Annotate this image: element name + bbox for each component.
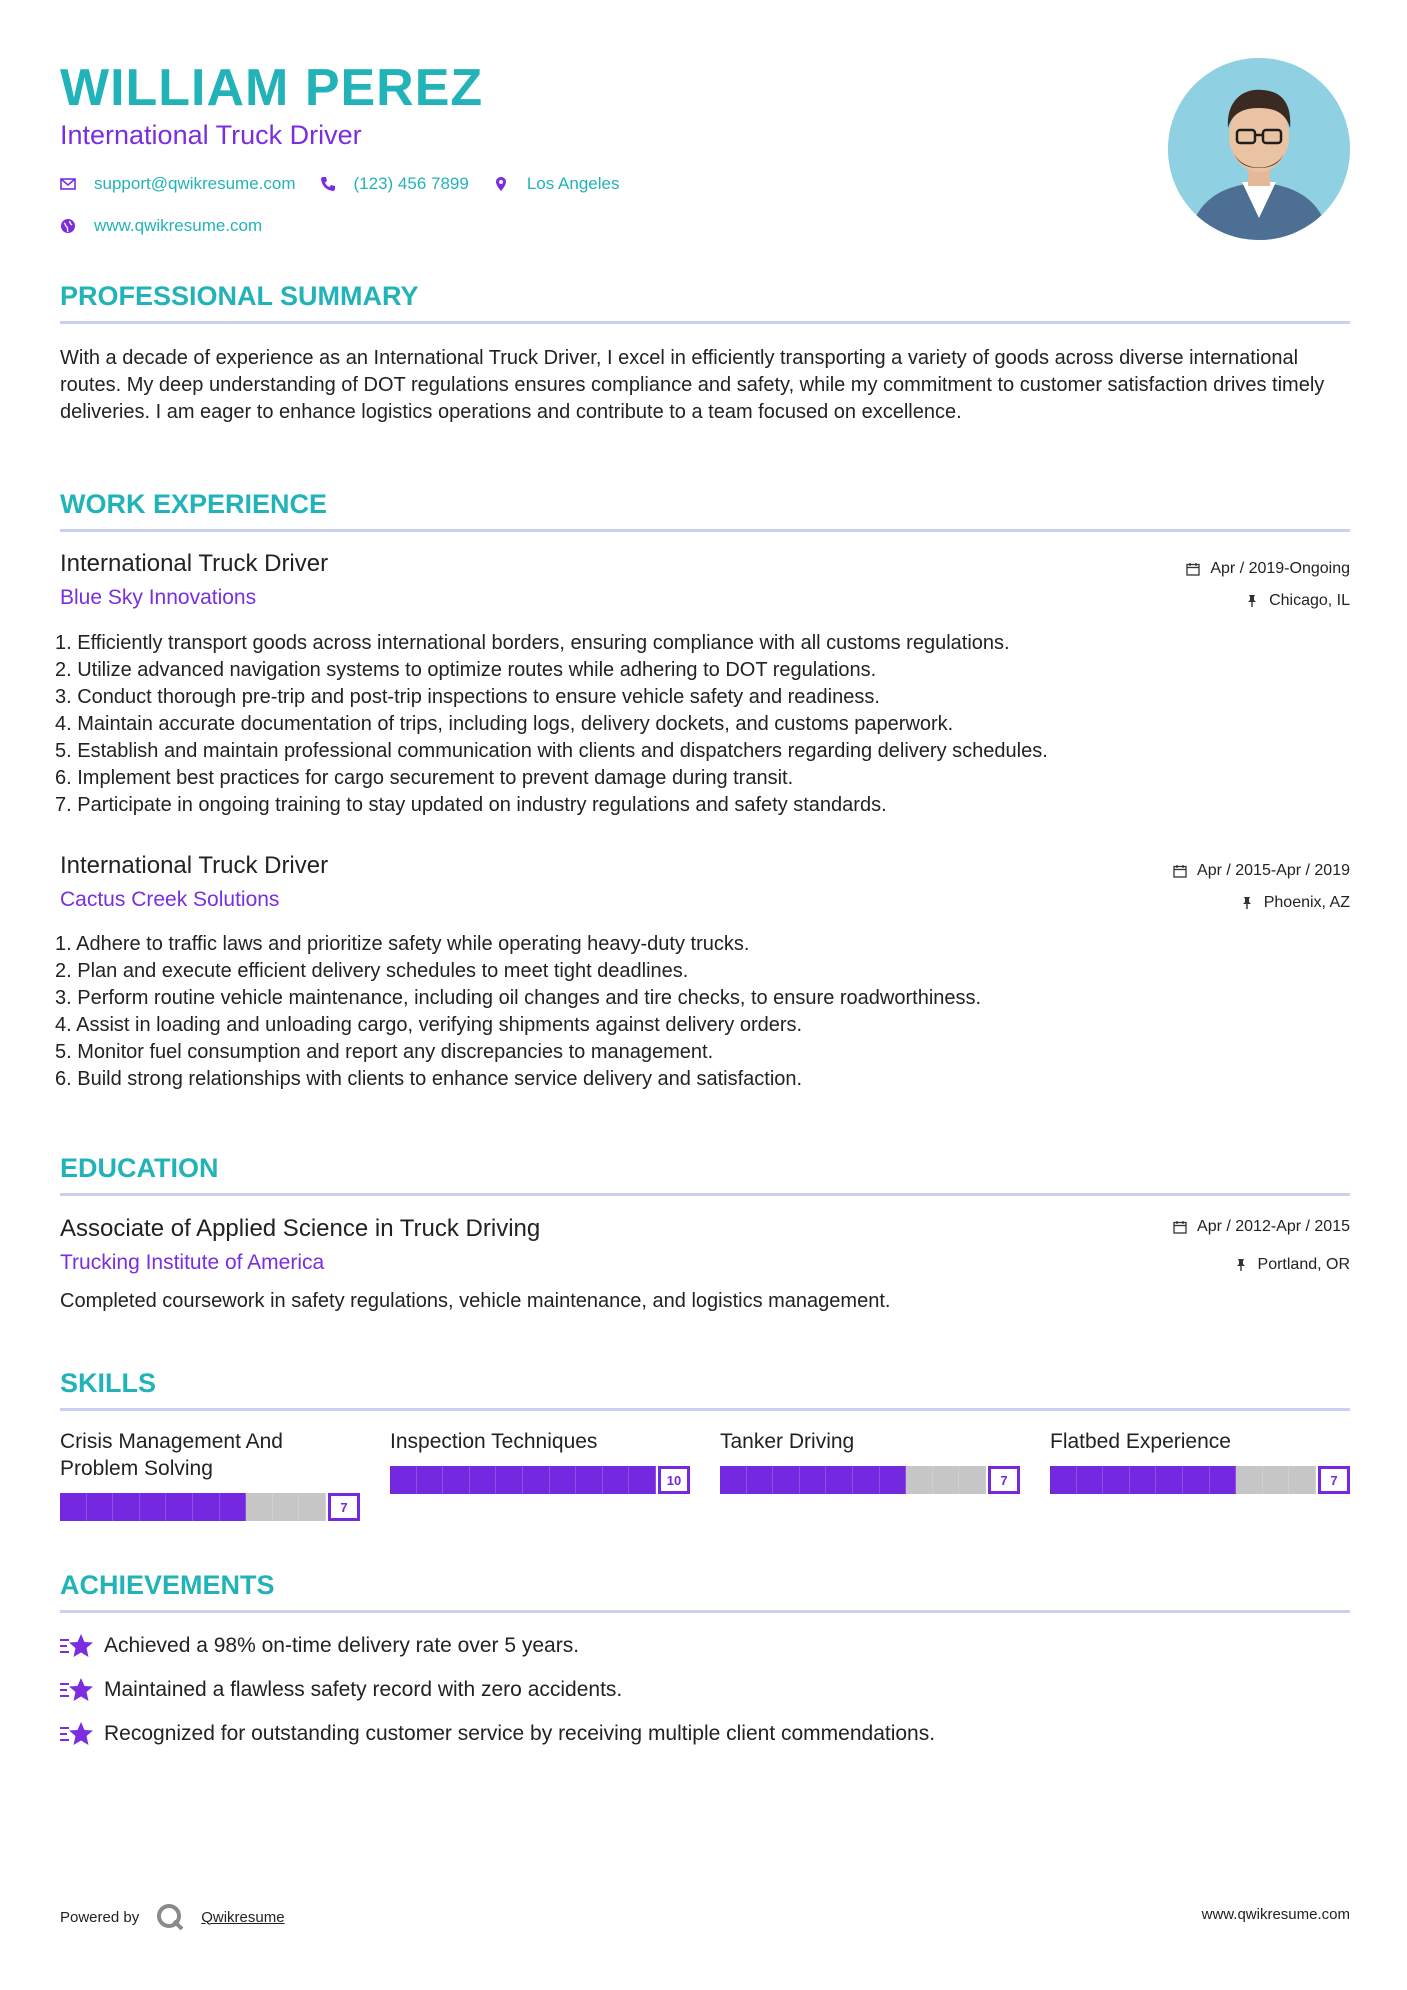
- job-1-responsibilities: [55, 630, 1355, 819]
- experience-divider: [60, 529, 1350, 532]
- skill-bar-segment: [959, 1466, 986, 1494]
- education-dates: [1173, 1218, 1350, 1236]
- website-row: [60, 216, 286, 236]
- skill-item: [60, 1428, 360, 1515]
- skill-bar-segment: [550, 1466, 577, 1494]
- responsibility-item: 7. Participate in ongoing training to stay updated on industry regulations and safety standards.: [55, 794, 887, 816]
- achievement-item: [60, 1632, 579, 1660]
- education-heading: EDUCATION: [60, 1153, 219, 1183]
- contact-phone[interactable]: [320, 174, 469, 194]
- skill-bar: [1050, 1466, 1350, 1494]
- achievement-text: Maintained a flawless safety record with zero accidents.: [104, 1678, 623, 1701]
- skill-name: Inspection Techniques: [390, 1430, 598, 1453]
- website-text: www.qwikresume.com: [94, 216, 263, 235]
- calendar-icon: [1173, 864, 1187, 878]
- skill-bar-segment: [800, 1466, 827, 1494]
- star-icon: [60, 1676, 94, 1704]
- calendar-icon: [1173, 1220, 1187, 1234]
- contact-location: [493, 174, 620, 194]
- experience-heading: WORK EXPERIENCE: [60, 489, 328, 519]
- responsibility-item: 5. Monitor fuel consumption and report any discrepancies to management.: [55, 1041, 714, 1063]
- skill-bar-segment: [906, 1466, 933, 1494]
- responsibility-item: 4. Maintain accurate documentation of trips, including logs, delivery dockets, and customs paperwork.: [55, 713, 954, 735]
- achievements-divider: [60, 1610, 1350, 1613]
- skill-bar: [390, 1466, 690, 1494]
- job-dates-text: Apr / 2019-Ongoing: [1210, 560, 1350, 577]
- education-location: [1234, 1256, 1350, 1274]
- job-location-text: Chicago, IL: [1269, 592, 1350, 609]
- skill-bar-segment: [1263, 1466, 1290, 1494]
- skill-score: 7: [988, 1466, 1020, 1494]
- job-role: International Truck Driver: [60, 852, 329, 879]
- skill-bar-segment: [1130, 1466, 1157, 1494]
- education-dates-text: Apr / 2012-Apr / 2015: [1197, 1218, 1350, 1235]
- education-description: Completed coursework in safety regulations, vehicle maintenance, and logistics management.: [60, 1290, 891, 1312]
- phone-text: (123) 456 7899: [353, 174, 469, 193]
- skill-item: [720, 1428, 1020, 1488]
- skill-bar-segment: [747, 1466, 774, 1494]
- skill-score: 10: [658, 1466, 690, 1494]
- envelope-icon: [60, 176, 76, 192]
- skill-bar-segment: [773, 1466, 800, 1494]
- skill-score: 7: [328, 1493, 360, 1521]
- contact-email[interactable]: [60, 174, 296, 194]
- skill-bar-segment: [1210, 1466, 1237, 1494]
- summary-text: With a decade of experience as an International Truck Driver, I excel in efficiently transporting a variety of goods across diverse international routes. My deep understanding of DOT regulations ensures compliance and safety, while my commitment to customer satisfaction drives timely deliveries. I am eager to enhance logistics operations and contribute to a team focused on excellence.: [60, 347, 1325, 423]
- skill-bar-segment: [1077, 1466, 1104, 1494]
- responsibility-item: 3. Conduct thorough pre-trip and post-trip inspections to ensure vehicle safety and readiness.: [55, 686, 880, 708]
- skill-item: [390, 1428, 690, 1488]
- footer-website[interactable]: www.qwikresume.com: [1201, 1906, 1350, 1923]
- candidate-title: International Truck Driver: [60, 120, 362, 150]
- job-dates-text: Apr / 2015-Apr / 2019: [1197, 862, 1350, 879]
- responsibility-item: 6. Build strong relationships with clients to enhance service delivery and satisfaction.: [55, 1068, 803, 1090]
- achievement-item: [60, 1720, 935, 1748]
- skill-bar-segment: [523, 1466, 550, 1494]
- qwikresume-logo-icon: [155, 1902, 185, 1932]
- education-divider: [60, 1193, 1350, 1196]
- job-2-responsibilities: [55, 931, 1355, 1093]
- skill-bar-segment: [1289, 1466, 1316, 1494]
- responsibility-item: 2. Utilize advanced navigation systems to optimize routes while adhering to DOT regulations.: [55, 659, 877, 681]
- responsibility-item: 6. Implement best practices for cargo securement to prevent damage during transit.: [55, 767, 794, 789]
- skill-bar-segment: [1236, 1466, 1263, 1494]
- skill-bar: [720, 1466, 1020, 1494]
- skill-bar-segment: [113, 1493, 140, 1521]
- job-location-text: Phoenix, AZ: [1263, 894, 1350, 911]
- summary-heading: PROFESSIONAL SUMMARY: [60, 281, 419, 311]
- email-text: support@qwikresume.com: [94, 174, 296, 193]
- skill-bar-segment: [1183, 1466, 1210, 1494]
- achievements-heading: ACHIEVEMENTS: [60, 1570, 275, 1600]
- skill-bar-segment: [220, 1493, 247, 1521]
- contact-website[interactable]: [60, 216, 262, 236]
- job-company: Cactus Creek Solutions: [60, 888, 280, 911]
- job-company: Blue Sky Innovations: [60, 586, 257, 609]
- job-entry-1: [60, 550, 1350, 609]
- job-entry-2: [60, 852, 1350, 911]
- skill-bar-segment: [853, 1466, 880, 1494]
- skill-bar-segment: [87, 1493, 114, 1521]
- skill-name: Flatbed Experience: [1050, 1430, 1231, 1453]
- calendar-icon: [1186, 562, 1200, 576]
- skill-bar-segment: [140, 1493, 167, 1521]
- skill-name: Tanker Driving: [720, 1430, 855, 1453]
- powered-by-label: Powered by: [60, 1908, 140, 1926]
- footer-powered-by: [60, 1902, 285, 1932]
- skill-bar-segment: [193, 1493, 220, 1521]
- skill-bar-segment: [576, 1466, 603, 1494]
- skill-bar: [60, 1493, 360, 1521]
- skill-bar-segment: [470, 1466, 497, 1494]
- contact-row: [60, 174, 643, 194]
- skill-bar-segment: [720, 1466, 747, 1494]
- responsibility-item: 2. Plan and execute efficient delivery schedules to meet tight deadlines.: [55, 960, 689, 982]
- candidate-name: WILLIAM PEREZ: [60, 59, 484, 117]
- skills-heading: SKILLS: [60, 1368, 157, 1398]
- responsibility-item: 1. Adhere to traffic laws and prioritize safety while operating heavy-duty trucks.: [55, 933, 750, 955]
- skill-bar-segment: [1103, 1466, 1130, 1494]
- responsibility-item: 3. Perform routine vehicle maintenance, including oil changes and tire checks, to ensure roadworthiness.: [55, 987, 982, 1009]
- skill-bar-segment: [629, 1466, 656, 1494]
- responsibility-item: 4. Assist in loading and unloading cargo, verifying shipments against delivery orders.: [55, 1014, 803, 1036]
- phone-icon: [320, 176, 336, 192]
- achievement-text: Recognized for outstanding customer service by receiving multiple client commendations.: [104, 1722, 936, 1745]
- skill-bar-segment: [166, 1493, 193, 1521]
- responsibility-item: 1. Efficiently transport goods across international borders, ensuring compliance with all customs regulations.: [55, 632, 1010, 654]
- skill-bar-segment: [273, 1493, 300, 1521]
- star-icon: [60, 1720, 94, 1748]
- skill-bar-segment: [826, 1466, 853, 1494]
- responsibility-item: 5. Establish and maintain professional communication with clients and dispatchers regarding delivery schedules.: [55, 740, 1048, 762]
- job-dates: [1186, 560, 1350, 578]
- skill-bar-segment: [496, 1466, 523, 1494]
- skill-bar-segment: [1156, 1466, 1183, 1494]
- education-location-text: Portland, OR: [1257, 1256, 1350, 1273]
- job-location: [1245, 592, 1350, 610]
- pushpin-icon: [1234, 1258, 1248, 1272]
- job-role: International Truck Driver: [60, 550, 329, 577]
- profile-photo: [1168, 58, 1350, 240]
- pushpin-icon: [1240, 896, 1254, 910]
- skill-bar-segment: [933, 1466, 960, 1494]
- achievement-text: Achieved a 98% on-time delivery rate over 5 years.: [104, 1634, 580, 1657]
- skill-bar-segment: [417, 1466, 444, 1494]
- achievement-item: [60, 1676, 622, 1704]
- pushpin-icon: [1245, 594, 1259, 608]
- skill-bar-segment: [603, 1466, 630, 1494]
- globe-icon: [60, 218, 76, 234]
- location-text: Los Angeles: [526, 174, 620, 193]
- skill-bar-segment: [299, 1493, 326, 1521]
- education-entry: [60, 1215, 1350, 1274]
- job-dates: [1173, 862, 1350, 880]
- skill-bar-segment: [60, 1493, 87, 1521]
- qwikresume-link[interactable]: Qwikresume: [201, 1908, 285, 1926]
- skill-item: [1050, 1428, 1350, 1488]
- school-name: Trucking Institute of America: [60, 1251, 325, 1274]
- job-location: [1240, 894, 1350, 912]
- map-pin-icon: [493, 176, 509, 192]
- summary-divider: [60, 321, 1350, 324]
- skill-score: 7: [1318, 1466, 1350, 1494]
- skill-bar-segment: [880, 1466, 907, 1494]
- skill-bar-segment: [1050, 1466, 1077, 1494]
- degree-name: Associate of Applied Science in Truck Driving: [60, 1215, 541, 1242]
- skill-name: Crisis Management And Problem Solving: [60, 1430, 283, 1480]
- skill-bar-segment: [443, 1466, 470, 1494]
- skills-divider: [60, 1408, 1350, 1411]
- skill-bar-segment: [246, 1493, 273, 1521]
- star-icon: [60, 1632, 94, 1660]
- skill-bar-segment: [390, 1466, 417, 1494]
